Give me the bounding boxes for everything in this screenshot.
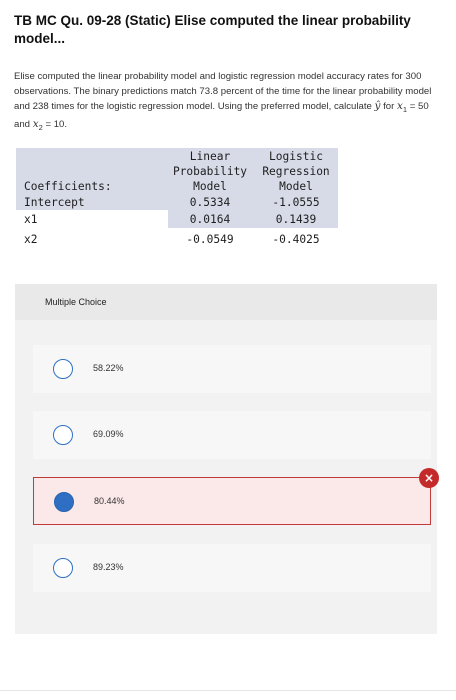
y-hat-symbol: ŷ bbox=[374, 100, 381, 112]
header-linear-line2: Probability bbox=[172, 165, 248, 178]
radio-button-d[interactable] bbox=[53, 558, 73, 578]
row-x2-logistic: -0.4025 bbox=[272, 233, 320, 246]
x1-subscript: 1 bbox=[402, 104, 408, 114]
choice-option-d[interactable] bbox=[33, 544, 431, 592]
coefficients-table bbox=[16, 148, 338, 256]
choice-label-d: 89.23% bbox=[93, 562, 124, 572]
header-logistic-line1: Logistic bbox=[269, 150, 323, 163]
row-x1-label: x1 bbox=[24, 213, 38, 226]
question-title: TB MC Qu. 09-28 (Static) Elise computed the linear probability model... bbox=[14, 13, 411, 46]
x2-variable: x bbox=[32, 117, 39, 130]
row-x1-logistic: 0.1439 bbox=[275, 213, 317, 226]
radio-button-b[interactable] bbox=[53, 425, 73, 445]
row-intercept-logistic: -1.0555 bbox=[272, 196, 320, 209]
choice-option-c[interactable] bbox=[33, 471, 435, 525]
header-logistic-line3: Model bbox=[279, 180, 313, 193]
header-linear-line1: Linear bbox=[189, 150, 231, 163]
header-linear-line3: Model bbox=[193, 180, 227, 193]
multiple-choice-header bbox=[15, 284, 437, 320]
choice-label-c: 80.44% bbox=[94, 496, 125, 506]
row-x1-linear: 0.0164 bbox=[189, 213, 231, 226]
table-header bbox=[16, 148, 338, 210]
header-logistic-line2: Regression bbox=[262, 165, 330, 178]
question-text bbox=[14, 69, 442, 135]
choice-option-b[interactable] bbox=[33, 411, 431, 459]
multiple-choice-title: Multiple Choice bbox=[45, 297, 107, 307]
row-x2-linear: -0.0549 bbox=[186, 233, 234, 246]
radio-button-a[interactable] bbox=[53, 359, 73, 379]
x1-variable: x bbox=[396, 100, 403, 112]
question-text-part2: for bbox=[380, 101, 397, 112]
incorrect-x-icon: × bbox=[419, 468, 439, 488]
radio-button-c[interactable] bbox=[54, 492, 74, 512]
row-intercept-linear: 0.5334 bbox=[189, 196, 231, 209]
row-intercept-label: Intercept bbox=[24, 196, 85, 209]
bottom-divider bbox=[0, 690, 456, 691]
choice-label-b: 69.09% bbox=[93, 429, 124, 439]
question-text-part1: Elise computed the linear probability model and logistic regression model accuracy rates for 300 observations. The binary predictions match 73.8 percent of the time for the linear probability model and 238 times for the logistic regression model. Using the preferred model, calculate bbox=[14, 71, 432, 112]
table-body bbox=[16, 210, 338, 256]
choice-option-a[interactable] bbox=[33, 345, 431, 393]
choice-label-a: 58.22% bbox=[93, 363, 124, 373]
row-x2-label: x2 bbox=[24, 233, 38, 246]
x1-value: = 50 and bbox=[14, 101, 429, 130]
header-coefficients: Coefficients: bbox=[24, 180, 112, 193]
x2-subscript: 2 bbox=[38, 122, 43, 132]
multiple-choice-panel bbox=[15, 284, 437, 634]
x2-value: = 10. bbox=[42, 118, 68, 130]
